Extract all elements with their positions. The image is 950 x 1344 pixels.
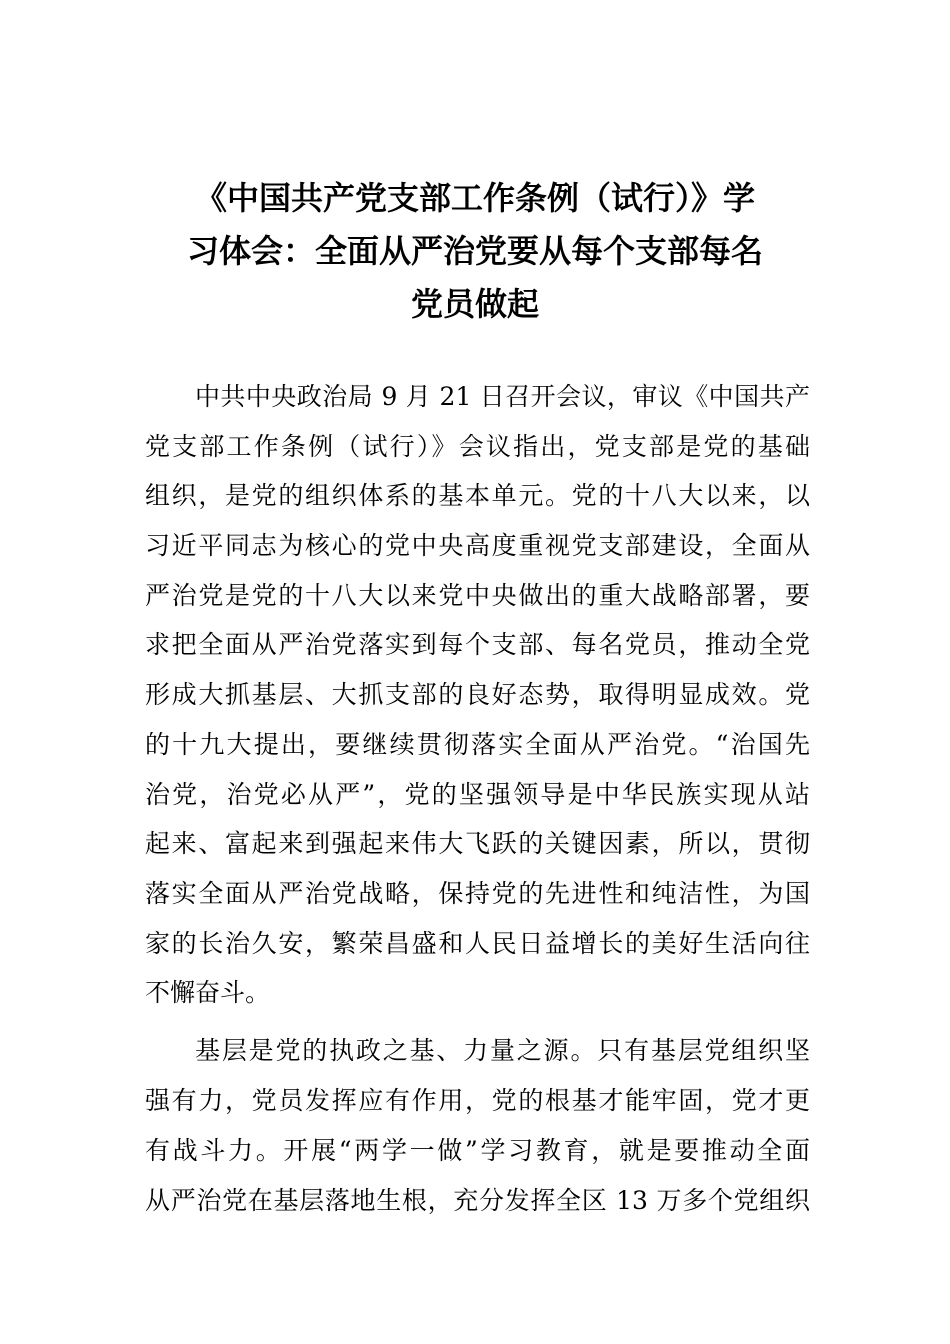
title-line: 党员做起 — [410, 285, 539, 323]
text-line: 有战斗力。开展“两学一做”学习教育，就是要推动全面 — [145, 1135, 810, 1165]
text-line: 落实全面从严治党战略，保持党的先进性和纯洁性，为国 — [145, 878, 810, 908]
paragraph — [145, 1026, 810, 1225]
text-line: 求把全面从严治党落实到每个支部、每名党员，推动全党 — [145, 630, 810, 660]
text-line: 严治党是党的十八大以来党中央做出的重大战略部署，要 — [145, 580, 810, 610]
text-line: 的十九大提出，要继续贯彻落实全面从严治党。“治国先 — [145, 729, 810, 759]
document-title — [140, 172, 810, 331]
text-line: 起来、富起来到强起来伟大飞跃的关键因素，所以，贯彻 — [145, 829, 810, 859]
title-line: 习体会：全面从严治党要从每个支部每名 — [186, 232, 763, 270]
text-line: 强有力，党员发挥应有作用，党的根基才能牢固，党才更 — [145, 1086, 810, 1116]
text-line: 基层是党的执政之基、力量之源。只有基层党组织坚 — [195, 1036, 810, 1066]
title-line: 《中国共产党支部工作条例（试行）》学 — [194, 179, 755, 217]
text-line: 不懈奋斗。 — [145, 978, 271, 1008]
document-body — [145, 372, 810, 1234]
text-line: 从严治党在基层落地生根，充分发挥全区 13 万多个党组织 — [145, 1185, 810, 1215]
text-line: 治党，治党必从严”，党的坚强领导是中华民族实现从站 — [145, 779, 810, 809]
text-line: 组织，是党的组织体系的基本单元。党的十八大以来，以 — [145, 481, 810, 511]
text-line: 中共中央政治局 9 月 21 日召开会议，审议《中国共产 — [195, 382, 810, 411]
text-line: 党支部工作条例（试行）》会议指出，党支部是党的基础 — [145, 431, 810, 461]
text-line: 家的长治久安，繁荣昌盛和人民日益增长的美好生活向往 — [145, 928, 810, 958]
text-line: 形成大抓基层、大抓支部的良好态势，取得明显成效。党 — [145, 680, 810, 710]
paragraph — [145, 372, 810, 1018]
text-line: 习近平同志为核心的党中央高度重视党支部建设，全面从 — [145, 531, 810, 561]
